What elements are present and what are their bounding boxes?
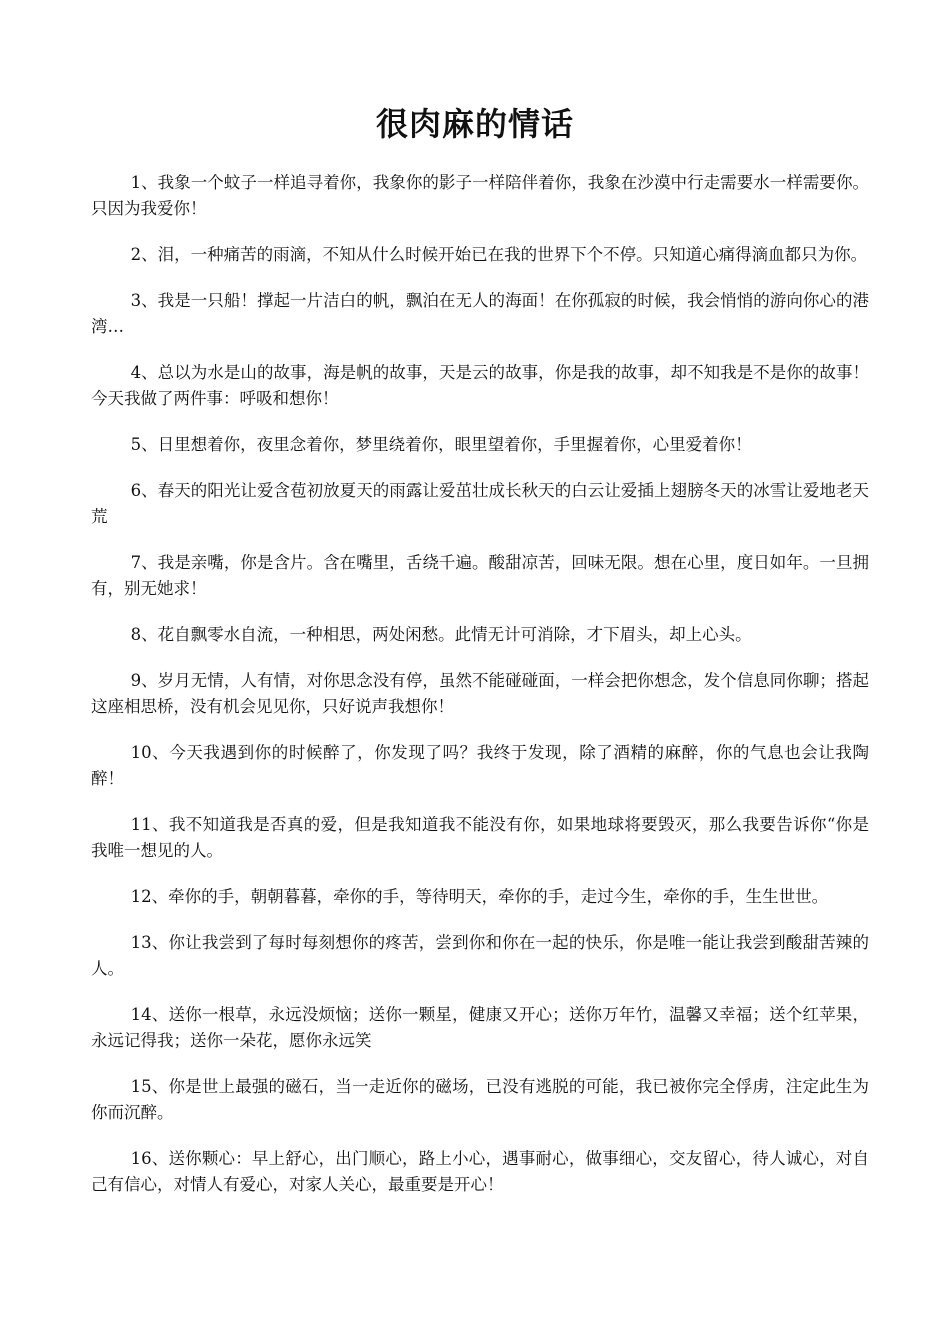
paragraph-11: 11、我不知道我是否真的爱，但是我知道我不能没有你，如果地球将要毁灭，那么我要告诉你“你是我唯一想见的人。 <box>91 815 869 860</box>
paragraph-10: 10、今天我遇到你的时候醉了，你发现了吗？我终于发现，除了酒精的麻醉，你的气息也会让我陶醉！ <box>91 743 869 788</box>
paragraph-6: 6、春天的阳光让爱含苞初放夏天的雨露让爱茁壮成长秋天的白云让爱插上翅膀冬天的冰雪让爱地老天荒 <box>91 481 869 526</box>
paragraph-2: 2、泪，一种痛苦的雨滴，不知从什么时候开始已在我的世界下个不停。只知道心痛得滴血都只为你。 <box>130 245 868 264</box>
page-title: 很肉麻的情话 <box>375 105 574 143</box>
paragraph-5: 5、日里想着你，夜里念着你，梦里绕着你，眼里望着你，手里握着你，心里爱着你！ <box>130 435 752 454</box>
paragraph-3: 3、我是一只船！撑起一片洁白的帆，飘泊在无人的海面！在你孤寂的时候，我会悄悄的游向你心的港湾… <box>91 291 869 336</box>
paragraph-13: 13、你让我尝到了每时每刻想你的疼苦，尝到你和你在一起的快乐，你是唯一能让我尝到酸甜苦辣的人。 <box>91 933 869 978</box>
paragraph-4: 4、总以为水是山的故事，海是帆的故事，天是云的故事，你是我的故事，却不知我是不是你的故事！今天我做了两件事：呼吸和想你！ <box>91 363 869 408</box>
paragraph-8: 8、花自飘零水自流，一种相思，两处闲愁。此情无计可消除，才下眉头，却上心头。 <box>130 625 752 644</box>
paragraph-15: 15、你是世上最强的磁石，当一走近你的磁场，已没有逃脱的可能，我已被你完全俘虏，注定此生为你而沉醉。 <box>91 1077 869 1122</box>
paragraph-12: 12、牵你的手，朝朝暮暮，牵你的手，等待明天，牵你的手，走过今生，牵你的手，生生世世。 <box>130 887 829 906</box>
paragraph-14: 14、送你一根草，永远没烦恼；送你一颗星，健康又开心；送你万年竹，温馨又幸福；送个红苹果，永远记得我；送你一朵花，愿你永远笑 <box>91 1005 869 1050</box>
paragraph-16: 16、送你颗心：早上舒心，出门顺心，路上小心，遇事耐心，做事细心，交友留心，待人诚心，对自己有信心，对情人有爱心，对家人关心，最重要是开心！ <box>91 1149 869 1194</box>
paragraph-7: 7、我是亲嘴，你是含片。含在嘴里，舌绕千遍。酸甜凉苦，回味无限。想在心里，度日如年。一旦拥有，别无她求！ <box>91 553 869 598</box>
paragraph-1: 1、我象一个蚊子一样追寻着你，我象你的影子一样陪伴着你，我象在沙漠中行走需要水一样需要你。只因为我爱你！ <box>91 173 869 218</box>
document-body <box>91 170 869 1218</box>
paragraph-9: 9、岁月无情，人有情，对你思念没有停，虽然不能碰碰面，一样会把你想念，发个信息同你聊；搭起这座相思桥，没有机会见见你，只好说声我想你！ <box>91 671 869 716</box>
